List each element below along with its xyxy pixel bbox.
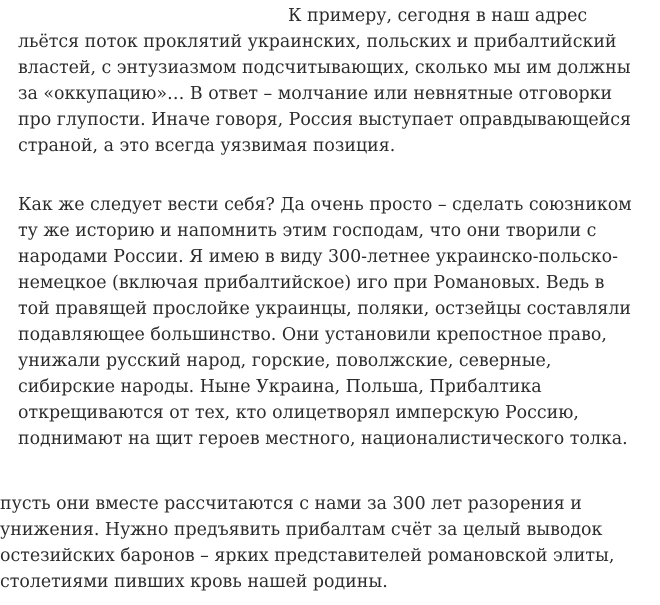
- paragraph-line: той правящей прослойке украинцы, поляки, остзейцы составляли: [18, 299, 631, 319]
- paragraph-line: подавляющее большинство. Они установили крепостное право,: [18, 325, 607, 345]
- paragraph-line: страной, а это всегда уязвимая позиция.: [18, 136, 396, 156]
- paragraph-line: пусть они вместе рассчитаются с нами за 300 лет разорения и: [0, 494, 582, 514]
- paragraph-line: поднимают на щит героев местного, националистического толка.: [18, 429, 628, 449]
- paragraph-line: про глупости. Иначе говоря, Россия выступает оправдывающейся: [18, 110, 631, 130]
- paragraph-line: открещиваются от тех, кто олицетворял имперскую Россию,: [18, 403, 579, 423]
- paragraph-line: народами России. Я имею в виду 300-летнее украинско-польско-: [18, 247, 618, 267]
- paragraph-line: ту же историю и напомнить этим господам, что они творили с: [18, 221, 597, 241]
- paragraph-line: властей, с энтузиазмом подсчитывающих, сколько мы им должны: [18, 58, 631, 78]
- paragraph-line: столетиями пивших кровь нашей родины.: [0, 572, 388, 592]
- paragraph-line: за «оккупацию»… В ответ – молчание или невнятные отговорки: [18, 84, 613, 104]
- paragraph-line: немецкое (включая прибалтийское) иго при Романовых. Ведь в: [18, 273, 605, 293]
- paragraph-line: унижения. Нужно предъявить прибалтам счёт за целый выводок: [0, 520, 603, 540]
- paragraph-line: остезийских баронов – ярких представителей романовской элиты,: [0, 546, 615, 566]
- paragraph-line: льётся поток проклятий украинских, польских и прибалтийский: [18, 32, 617, 52]
- paragraph-line: сибирские народы. Ныне Украина, Польша, Прибалтика: [18, 377, 542, 397]
- paragraph-line: унижали русский народ, горские, поволжские, северные,: [18, 351, 552, 371]
- paragraph-line: К примеру, сегодня в наш адрес: [288, 6, 588, 26]
- paragraph-line: Как же следует вести себя? Да очень просто – сделать союзником: [18, 195, 632, 215]
